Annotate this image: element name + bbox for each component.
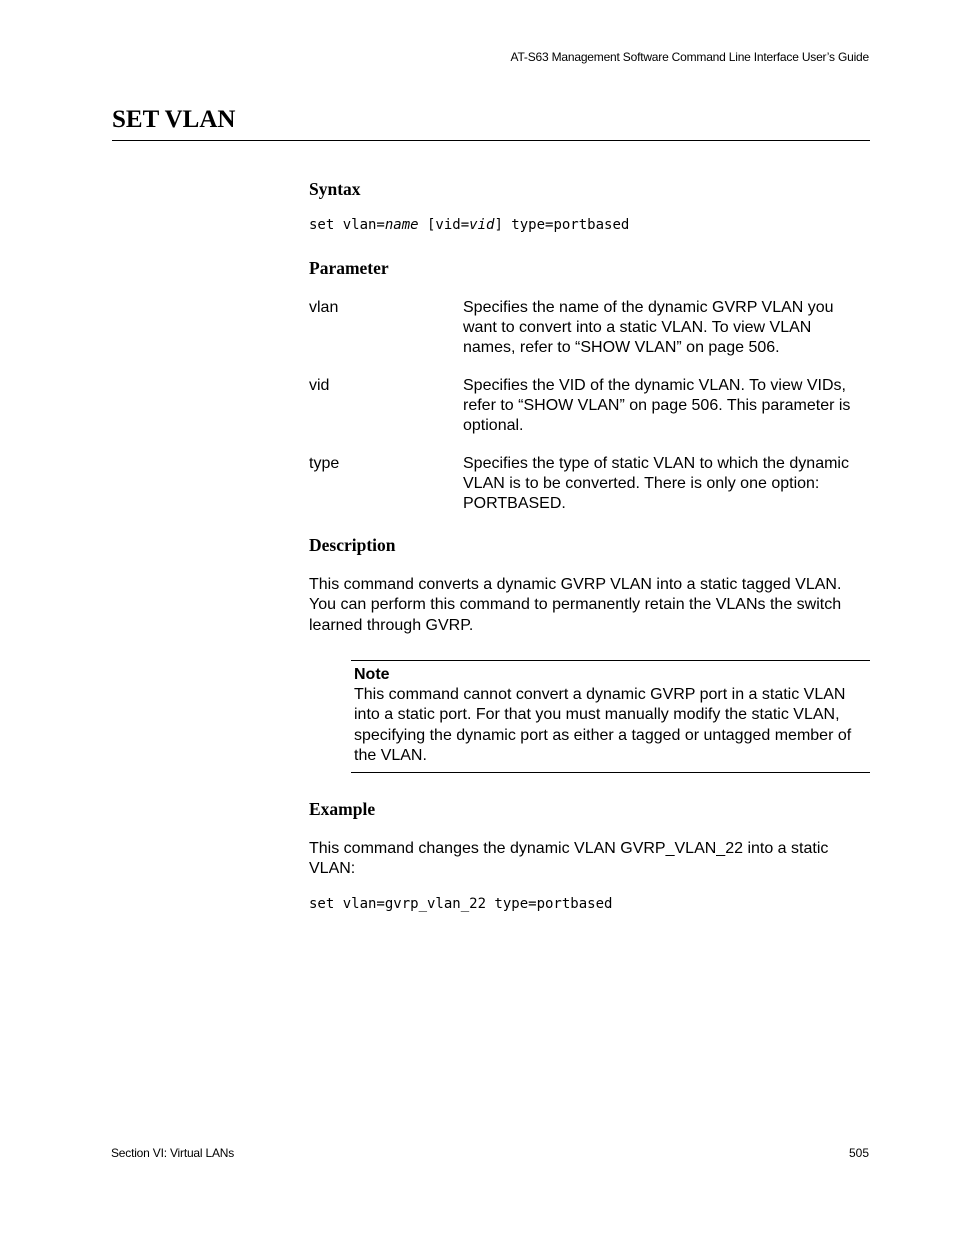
running-head: AT-S63 Management Software Command Line Interface User’s Guide <box>510 50 869 64</box>
title-rule <box>112 140 870 141</box>
param-desc-type: Specifies the type of static VLAN to which the dynamic VLAN is to be converted. There is only one option: PORTBASED. <box>463 455 849 512</box>
example-heading: Example <box>309 799 376 819</box>
syntax-placeholder-vid: vid <box>469 217 495 233</box>
parameter-heading: Parameter <box>309 258 389 278</box>
syntax-part: set vlan= <box>309 217 385 233</box>
page-title: SET VLAN <box>112 106 236 133</box>
description-text: This command converts a dynamic GVRP VLAN into a static tagged VLAN. You can perform this command to permanently retain the VLANs the switch learned through GVRP. <box>309 576 842 634</box>
footer-page-number: 505 <box>848 1146 869 1160</box>
param-desc-vid: Specifies the VID of the dynamic VLAN. To view VIDs, refer to “SHOW VLAN” on page 506. This parameter is optional. <box>463 377 851 434</box>
note-label: Note <box>354 666 390 683</box>
param-name-vid: vid <box>309 377 330 394</box>
footer-section: Section VI: Virtual LANs <box>111 1146 235 1160</box>
param-name-type: type <box>309 455 340 472</box>
syntax-code <box>309 217 629 233</box>
param-name-vlan: vlan <box>309 299 339 316</box>
syntax-part: [vid= <box>418 217 470 233</box>
description-heading: Description <box>309 535 396 555</box>
param-desc-vlan: Specifies the name of the dynamic GVRP VLAN you want to convert into a static VLAN. To view VLAN names, refer to “SHOW VLAN” on page 506. <box>463 299 834 356</box>
syntax-heading: Syntax <box>309 179 361 199</box>
syntax-part: ] type=portbased <box>494 217 630 233</box>
note-box <box>351 660 870 773</box>
example-code: set vlan=gvrp_vlan_22 type=portbased <box>309 896 613 912</box>
example-text: This command changes the dynamic VLAN GVRP_VLAN_22 into a static VLAN: <box>309 840 829 878</box>
syntax-placeholder-name: name <box>384 217 419 233</box>
note-text: This command cannot convert a dynamic GVRP port in a static VLAN into a static port. For that you must manually modify the static VLAN, specifying the dynamic port as either a tagged or untagged member of the VLAN. <box>354 686 852 764</box>
